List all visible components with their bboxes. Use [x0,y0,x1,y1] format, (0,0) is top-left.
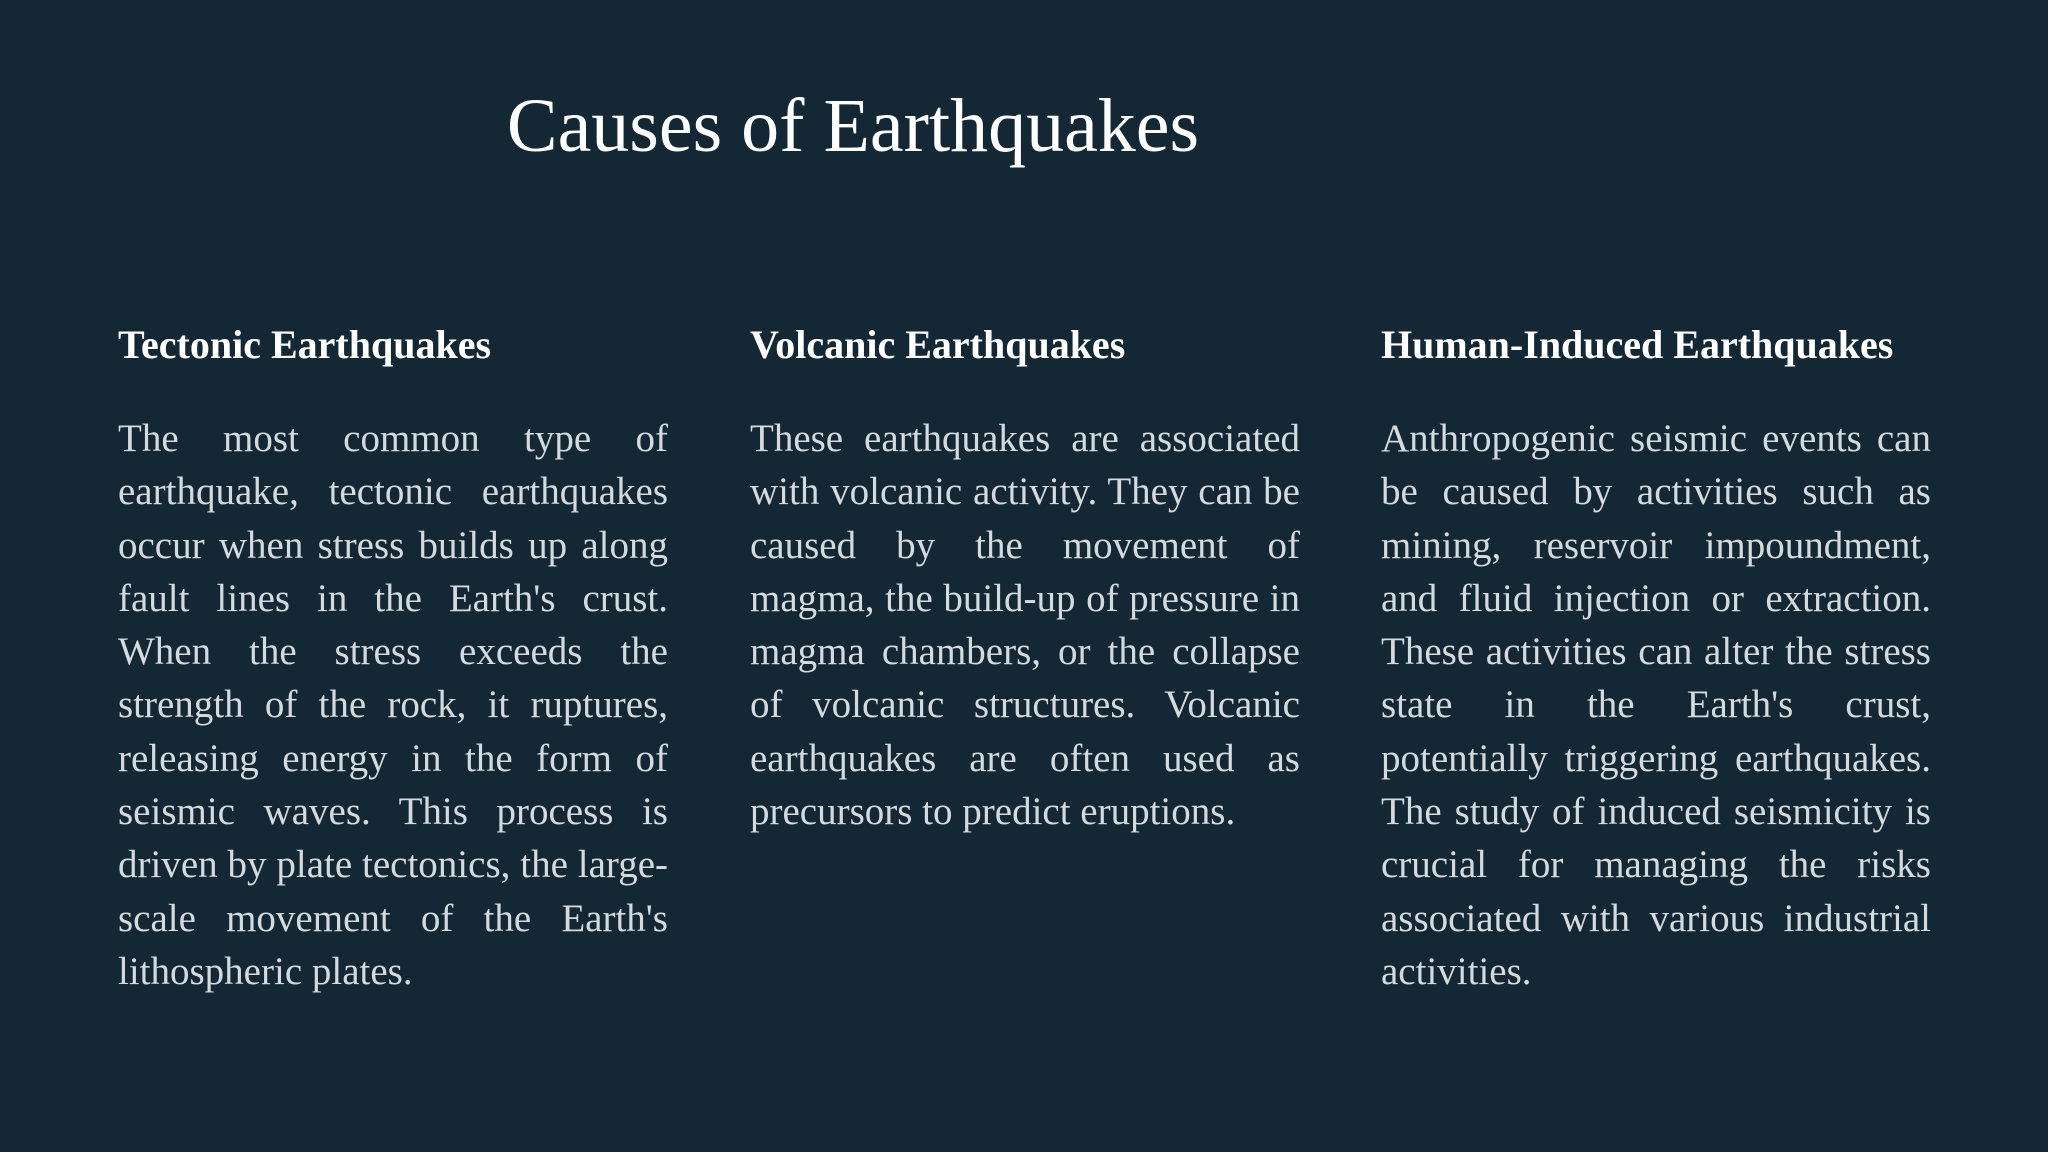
column-body: These earthquakes are associated with volcanic activity. They can be caused by the movement of magma, the build-up of pressure in magma chambers, or the collapse of volcanic structures. Volcanic earthquakes are often used as precursors to predict eruptions. [750,417,1300,834]
slide-title: Causes of Earthquakes [506,84,1200,168]
column-body: The most common type of earthquake, tectonic earthquakes occur when stress builds up along fault lines in the Earth's crust. When the stress exceeds the strength of the rock, it ruptures, releasing energy in the form of seismic waves. This process is driven by plate tectonics, the large-scale movement of the Earth's lithospheric plates. [118,417,668,993]
column-volcanic-earthquakes [750,320,1300,838]
column-heading: Tectonic Earthquakes [118,322,492,367]
column-heading: Human-Induced Earthquakes [1381,322,1894,367]
column-human-induced-earthquakes [1381,320,1931,998]
column-body: Anthropogenic seismic events can be caused by activities such as mining, reservoir impoundment, and fluid injection or extraction. These activities can alter the stress state in the Earth's crust, potentially triggering earthquakes. The study of induced seismicity is crucial for managing the risks associated with various industrial activities. [1381,417,1931,993]
column-tectonic-earthquakes [118,320,668,998]
column-heading: Volcanic Earthquakes [750,322,1126,367]
